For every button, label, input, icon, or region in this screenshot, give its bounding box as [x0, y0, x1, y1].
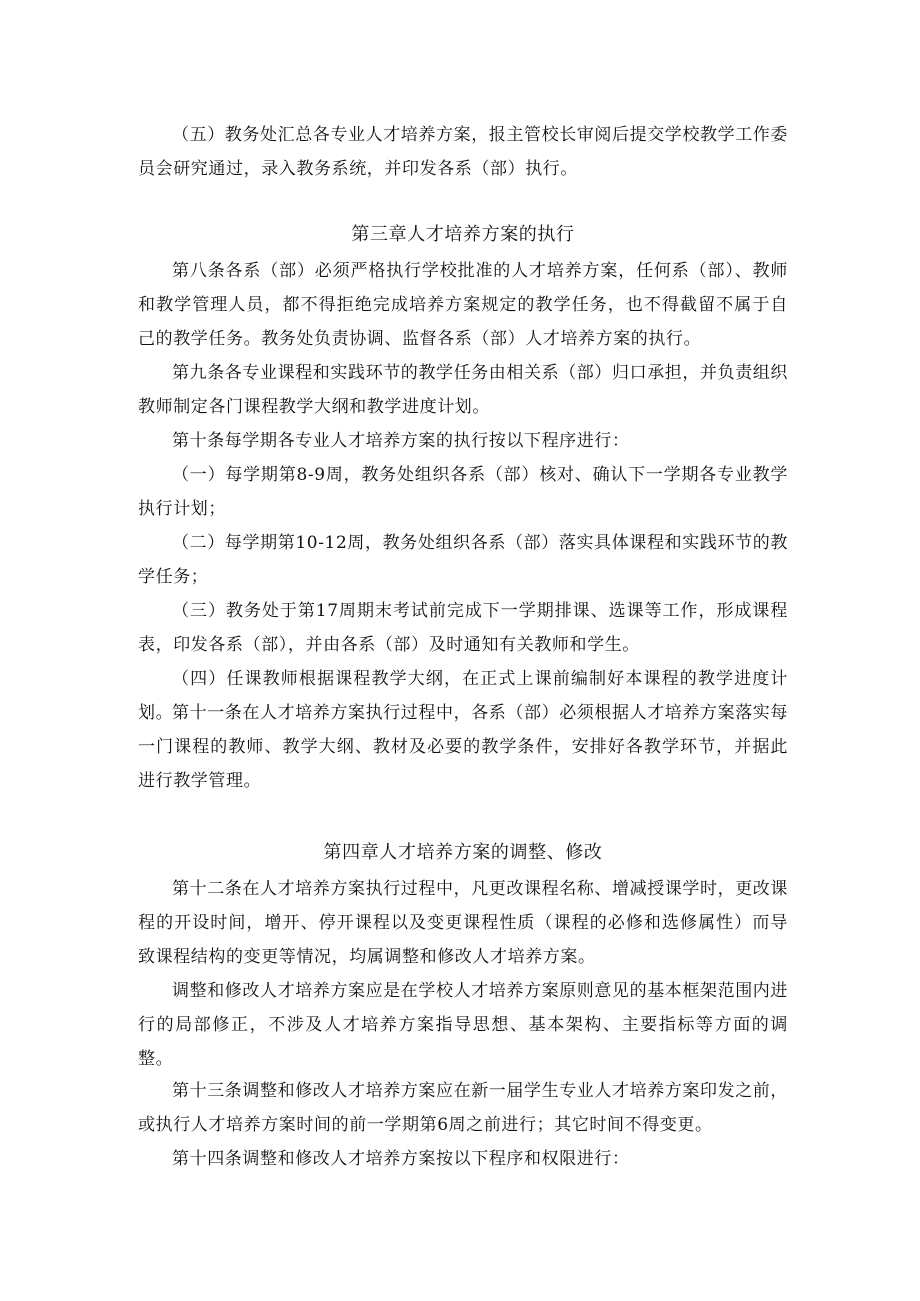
article-10-paragraph: 第十条每学期各专业人才培养方案的执行按以下程序进行：: [172, 431, 630, 451]
item-2-paragraph: （二）每学期第10-12周，教务处组织各系（部）落实具体课程和实践环节的教学任务；: [138, 533, 788, 587]
article-11-paragraph: 第十一条在人才培养方案执行过程中，各系（部）必须根据人才培养方案落实每一门课程的教师、教学大纲、教材及必要的教学条件，安排好各教学环节，并据此进行教学管理。: [138, 703, 788, 791]
item-1-paragraph: （一）每学期第8-9周，教务处组织各系（部）核对、确认下一学期各专业教学执行计划；: [138, 465, 788, 519]
article-12-paragraph: 第十二条在人才培养方案执行过程中，凡更改课程名称、增减授课学时，更改课程的开设时间，增开、停开课程以及变更课程性质（课程的必修和选修属性）而导致课程结构的变更等情况，均属调整和修改人才培养方案。: [138, 879, 788, 967]
chapter-4-heading: 第四章人才培养方案的调整、修改: [323, 842, 603, 863]
chapter-3-heading: 第三章人才培养方案的执行: [351, 224, 575, 245]
adjustment-paragraph: 调整和修改人才培养方案应是在学校人才培养方案原则意见的基本框架范围内进行的局部修正，不涉及人才培养方案指导思想、基本架构、主要指标等方面的调整。: [138, 981, 788, 1069]
article-9-paragraph: 第九条各专业课程和实践环节的教学任务由相关系（部）归口承担，并负责组织教师制定各门课程教学大纲和教学进度计划。: [138, 363, 788, 417]
item-3-paragraph: （三）教务处于第17周期末考试前完成下一学期排课、选课等工作，形成课程表，印发各系（部），并由各系（部）及时通知有关教师和学生。: [138, 601, 788, 655]
article-14-paragraph: 第十四条调整和修改人才培养方案按以下程序和权限进行：: [172, 1149, 630, 1169]
article-8-paragraph: 第八条各系（部）必须严格执行学校批准的人才培养方案，任何系（部）、教师和教学管理人员，都不得拒绝完成培养方案规定的教学任务，也不得截留不属于自己的教学任务。教务处负责协调、监督各系（部）人才培养方案的执行。: [138, 261, 788, 349]
paragraph-item-5: （五）教务处汇总各专业人才培养方案，报主管校长审阅后提交学校教学工作委员会研究通过，录入教务系统，并印发各系（部）执行。: [138, 125, 788, 179]
item-4-paragraph: （四）任课教师根据课程教学大纲，在正式上课前编制好本课程的教学进度计划。: [138, 669, 788, 723]
article-13-paragraph: 第十三条调整和修改人才培养方案应在新一届学生专业人才培养方案印发之前，或执行人才培养方案时间的前一学期第6周之前进行；其它时间不得变更。: [138, 1081, 788, 1135]
